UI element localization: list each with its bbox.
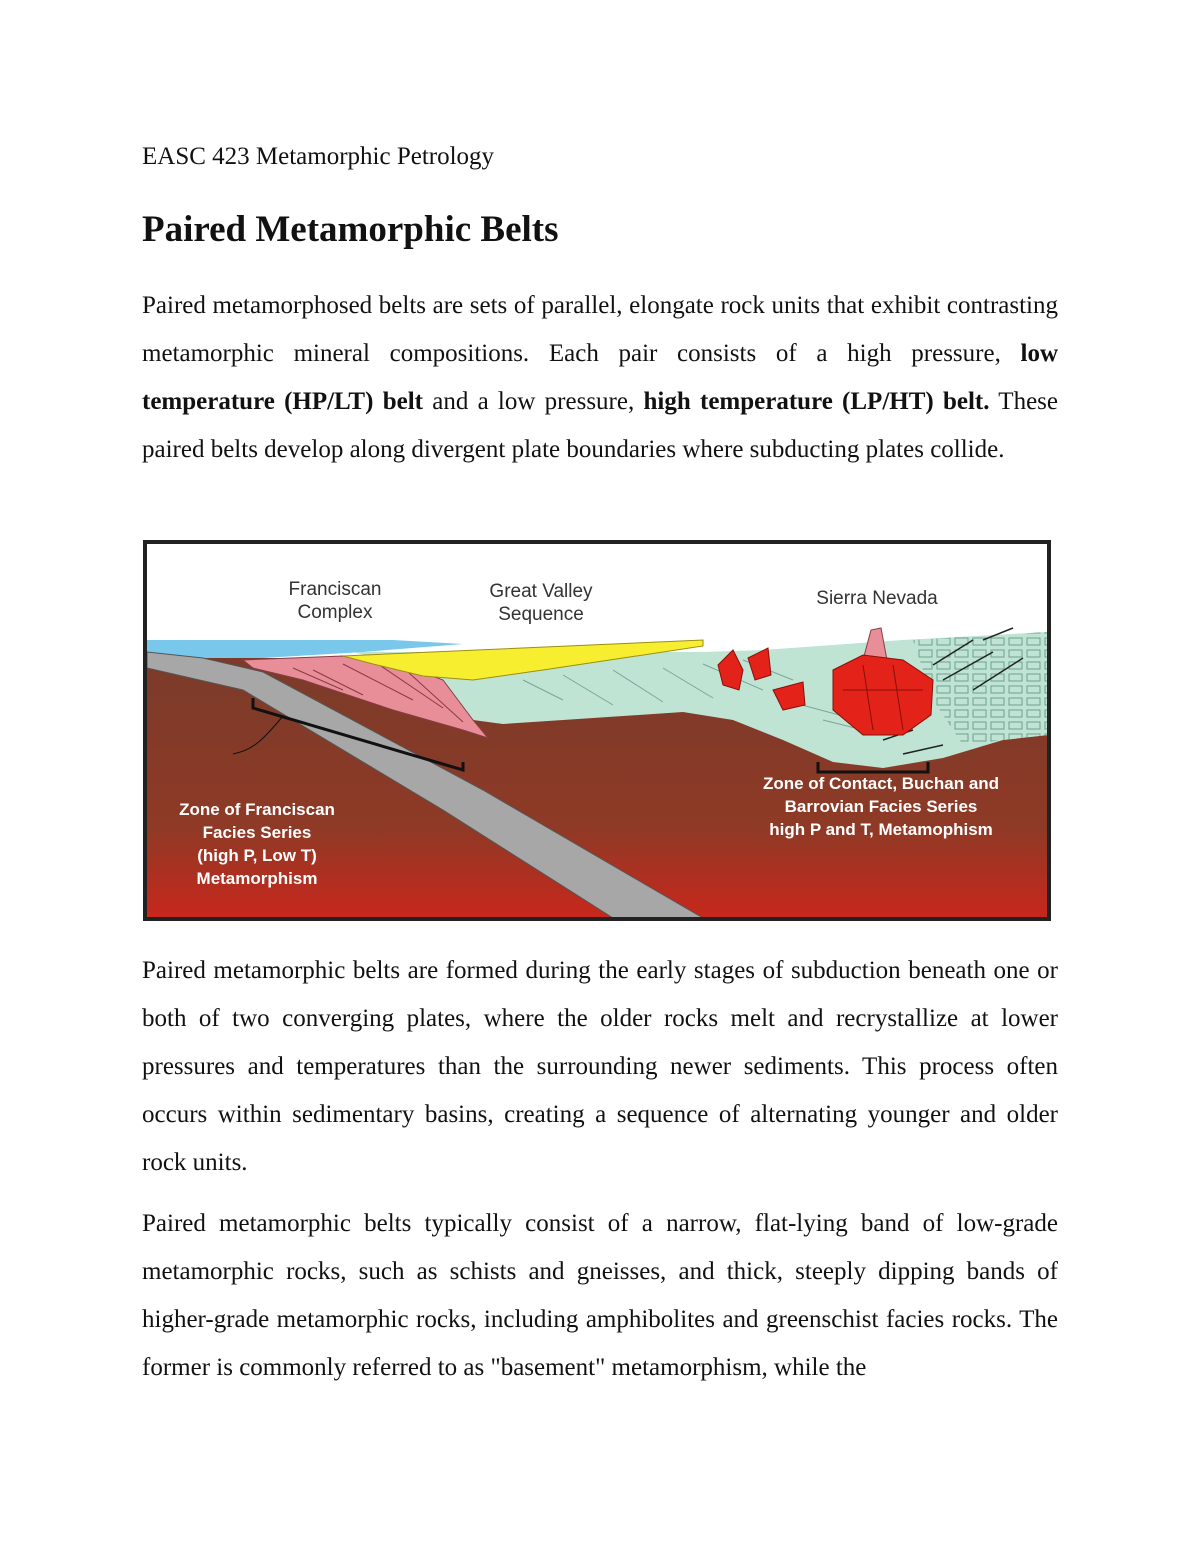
label-sierra-nevada: Sierra Nevada	[816, 588, 938, 609]
intro-paragraph	[142, 282, 1058, 474]
label-zone-contact-1: Zone of Contact, Buchan and	[762, 774, 1000, 793]
intro-text-2: and a low pressure,	[422, 388, 644, 415]
intro-text-3: These paired belts develop along divergent plate boundaries where subducting plates collide.	[142, 388, 1058, 463]
label-zone-contact-2: Barrovian Facies Series	[784, 797, 978, 816]
label-zone-franciscan-1: Zone of Franciscan	[179, 800, 335, 819]
label-franciscan-2: Complex	[297, 602, 373, 623]
label-great-valley-2: Sequence	[498, 604, 584, 625]
lp-ht-belt-term: high temperature (LP/HT) belt.	[643, 388, 990, 415]
course-heading: EASC 423 Metamorphic Petrology	[142, 143, 495, 170]
cross-section-svg	[143, 540, 1051, 921]
label-zone-franciscan-3: (high P, Low T)	[197, 846, 317, 865]
formation-paragraph: Paired metamorphic belts are formed during the early stages of subduction beneath one or both of two converging plates, where the older rocks melt and recrystallize at lower pressures and temperatures than the surrounding newer sediments. This process often occurs within sedimentary basins, creating a sequence of alternating younger and older rock units.	[142, 957, 1058, 1176]
hp-lt-belt-term: low temperature (HP/LT) belt	[142, 340, 1058, 415]
label-franciscan-1: Franciscan	[288, 579, 382, 600]
intro-text-1: Paired metamorphosed belts are sets of parallel, elongate rock units that exhibit contrasting metamorphic mineral compositions. Each pair consists of a high pressure,	[142, 292, 1058, 367]
paired-belts-diagram	[143, 540, 1051, 921]
label-great-valley-1: Great Valley	[489, 581, 593, 602]
label-zone-franciscan-4: Metamorphism	[196, 869, 318, 888]
composition-paragraph: Paired metamorphic belts typically consist of a narrow, flat-lying band of low-grade metamorphic rocks, such as schists and gneisses, and thick, steeply dipping bands of higher-grade metamorphic rocks, including amphibolites and greenschist facies rocks. The former is commonly referred to as "basement" metamorphism, while the	[142, 1210, 1058, 1381]
label-zone-contact-3: high P and T, Metamophism	[769, 820, 993, 839]
page-title: Paired Metamorphic Belts	[142, 209, 559, 250]
label-zone-franciscan-2: Facies Series	[202, 823, 312, 842]
